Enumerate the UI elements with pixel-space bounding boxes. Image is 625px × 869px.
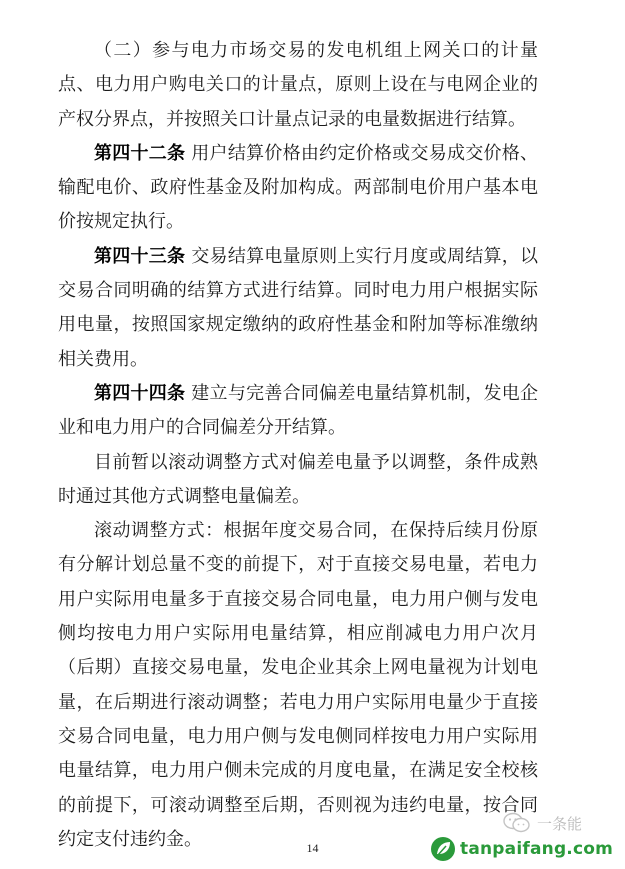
paragraph-3 [58,240,538,377]
leaf-logo-icon [430,836,456,862]
document-body [58,34,538,857]
paragraph-2 [58,137,538,240]
paragraph-4 [58,377,538,446]
wechat-icon [503,812,531,834]
paragraph-5 [58,446,538,515]
article-number: 第四十二条 [94,142,186,164]
paragraph-text: 建立与完善合同偏差电量结算机制，发电企业和电力用户的合同偏差分开结算。 [58,382,538,439]
paragraph-6 [58,514,538,857]
paragraph-1 [58,34,538,137]
page-number: 14 [306,841,319,855]
paragraph-text: 目前暂以滚动调整方式对偏差电量予以调整，条件成熟时通过其他方式调整电量偏差。 [58,451,538,507]
article-number: 第四十三条 [94,245,186,267]
article-number: 第四十四条 [94,382,186,404]
site-watermark-text: tanpaifang.com [460,839,614,859]
wechat-watermark-label: 一条能 [537,814,583,833]
site-watermark [430,834,613,864]
wechat-watermark [503,812,582,834]
paragraph-text: 滚动调整方式：根据年度交易合同，在保持后续月份原有分解计划总量不变的前提下，对于直接交易电量，若电力用户实际用电量多于直接交易合同电量，电力用户侧与发电侧均按电力用户实际用电量结算，相应削减电力用户次月（后期）直接交易电量，发电企业其余上网电量视为计划电量，在后期进行滚动调整；若电力用户实际用电量少于直接交易合同电量，电力用户侧与发电侧同样按电力用户实际用电量结算，电力用户侧未完成的月度电量，在满足安全校核的前提下，可滚动调整至后期，否则视为违约电量，按合同约定支付违约金。 [58,520,538,850]
paragraph-text: 交易结算电量原则上实行月度或周结算，以交易合同明确的结算方式进行结算。同时电力用户根据实际用电量，按照国家规定缴纳的政府性基金和附加等标准缴纳相关费用。 [58,245,538,370]
paragraph-text: （二）参与电力市场交易的发电机组上网关口的计量点、电力用户购电关口的计量点，原则上设在与电网企业的产权分界点，并按照关口计量点记录的电量数据进行结算。 [58,40,538,130]
paragraph-text: 用户结算价格由约定价格或交易成交价格、输配电价、政府性基金及附加构成。两部制电价用户基本电价按规定执行。 [58,142,538,233]
